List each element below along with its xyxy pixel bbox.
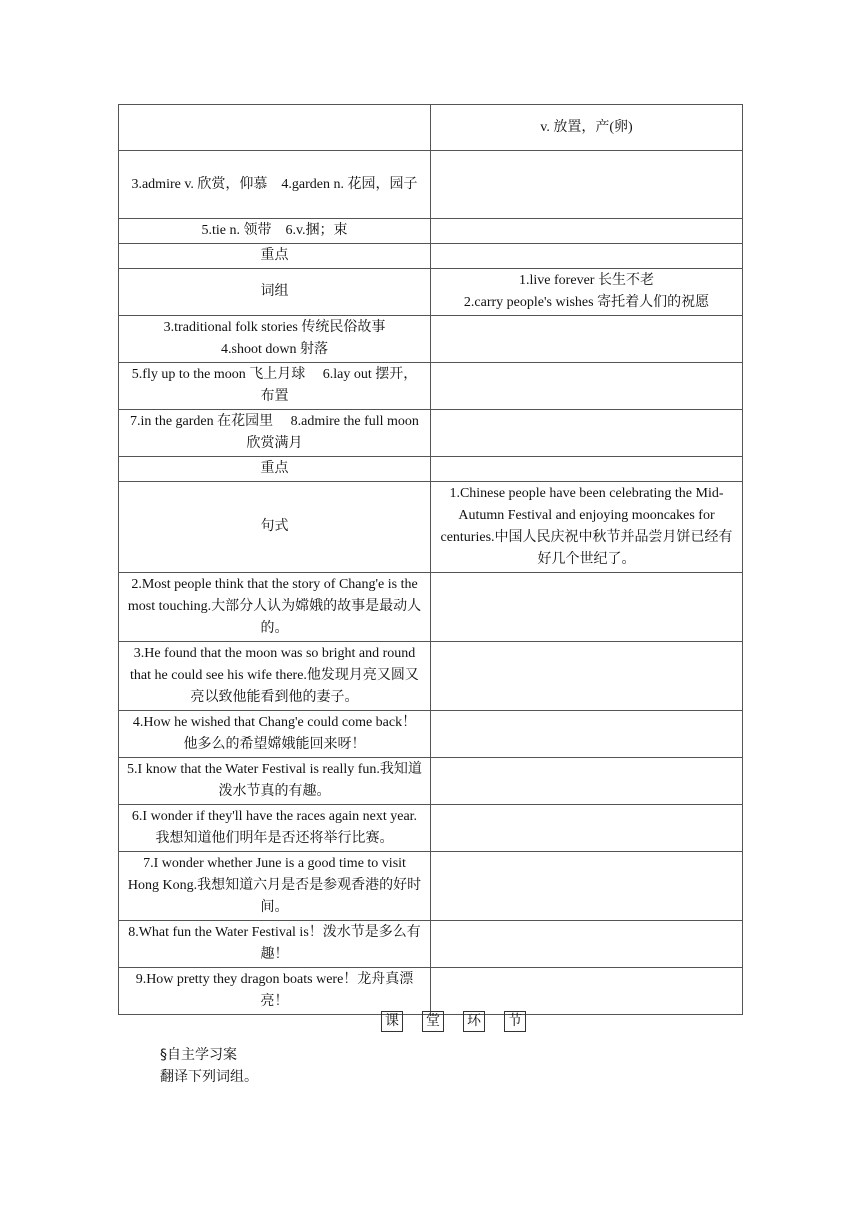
table-row xyxy=(119,244,743,269)
table-row xyxy=(119,758,743,805)
table-row xyxy=(119,410,743,457)
table-cell-left: 2.Most people think that the story of Chang'e is the most touching.大部分人认为嫦娥的故事是最动人的。 xyxy=(119,573,431,642)
instruction-text: 翻译下列词组。 xyxy=(160,1069,258,1085)
table-row xyxy=(119,642,743,711)
table-cell-left: 3.admire v. 欣赏，仰慕 4.garden n. 花园，园子 xyxy=(119,151,431,219)
table-row xyxy=(119,219,743,244)
table-cell-right xyxy=(431,573,743,642)
table-cell-right: 1.live forever 长生不老 2.carry people's wishes 寄托着人们的祝愿 xyxy=(431,269,743,316)
table-row xyxy=(119,363,743,410)
table-cell-right xyxy=(431,410,743,457)
table-cell-right xyxy=(431,852,743,921)
table-cell-right xyxy=(431,151,743,219)
section-char-box: 节 xyxy=(504,1011,526,1032)
table-cell-right xyxy=(431,758,743,805)
table-cell-left: 7.in the garden 在花园里 8.admire the full moon 欣赏满月 xyxy=(119,410,431,457)
vocabulary-table xyxy=(118,104,743,1015)
table-cell-left: 6.I wonder if they'll have the races again next year.我想知道他们明年是否还将举行比赛。 xyxy=(119,805,431,852)
table-cell-right xyxy=(431,711,743,758)
section-char-box: 环 xyxy=(463,1011,485,1032)
table-row xyxy=(119,482,743,573)
table-cell-right: v. 放置，产(卵) xyxy=(431,105,743,151)
table-row xyxy=(119,269,743,316)
table-cell-right xyxy=(431,921,743,968)
table-cell-right xyxy=(431,219,743,244)
table-cell-left: 重点 xyxy=(119,457,431,482)
table-row xyxy=(119,151,743,219)
table-cell-left: 3.traditional folk stories 传统民俗故事 4.shoot down 射落 xyxy=(119,316,431,363)
table-row xyxy=(119,573,743,642)
table-row xyxy=(119,852,743,921)
table-cell-right xyxy=(431,805,743,852)
table-cell-right xyxy=(431,244,743,269)
table-cell-right xyxy=(431,968,743,1015)
table-cell-left: 5.fly up to the moon 飞上月球 6.lay out 摆开，布置 xyxy=(119,363,431,410)
table-cell-right xyxy=(431,457,743,482)
table-cell-left: 5.I know that the Water Festival is really fun.我知道泼水节真的有趣。 xyxy=(119,758,431,805)
table-cell-right: 1.Chinese people have been celebrating the Mid-Autumn Festival and enjoying mooncakes for centuries.中国人民庆祝中秋节并品尝月饼已经有好几个世纪了。 xyxy=(431,482,743,573)
table-row xyxy=(119,805,743,852)
table-cell-right xyxy=(431,316,743,363)
table-cell-left: 9.How pretty they dragon boats were！龙舟真漂亮！ xyxy=(119,968,431,1015)
table-cell-right xyxy=(431,642,743,711)
table-cell-left: 4.How he wished that Chang'e could come back！他多么的希望嫦娥能回来呀！ xyxy=(119,711,431,758)
table-cell-left: 词组 xyxy=(119,269,431,316)
table-row xyxy=(119,711,743,758)
section-char-box: 堂 xyxy=(422,1011,444,1032)
table-cell-right xyxy=(431,363,743,410)
table-cell-left: 重点 xyxy=(119,244,431,269)
table-body xyxy=(119,105,743,1015)
table-row xyxy=(119,968,743,1015)
table-cell-left xyxy=(119,105,431,151)
table-row xyxy=(119,316,743,363)
section-heading: §自主学习案 xyxy=(160,1047,237,1063)
section-char-box: 课 xyxy=(381,1011,403,1032)
table-cell-left: 7.I wonder whether June is a good time to visit Hong Kong.我想知道六月是否是参观香港的好时间。 xyxy=(119,852,431,921)
table-row xyxy=(119,105,743,151)
table-row xyxy=(119,921,743,968)
table-cell-left: 5.tie n. 领带 6.v.捆；束 xyxy=(119,219,431,244)
section-title-boxes xyxy=(381,1011,526,1032)
table-cell-left: 句式 xyxy=(119,482,431,573)
table-row xyxy=(119,457,743,482)
table-cell-left: 8.What fun the Water Festival is！泼水节是多么有趣！ xyxy=(119,921,431,968)
table-cell-left: 3.He found that the moon was so bright and round that he could see his wife there.他发现月亮又圆又亮以致他能看到他的妻子。 xyxy=(119,642,431,711)
